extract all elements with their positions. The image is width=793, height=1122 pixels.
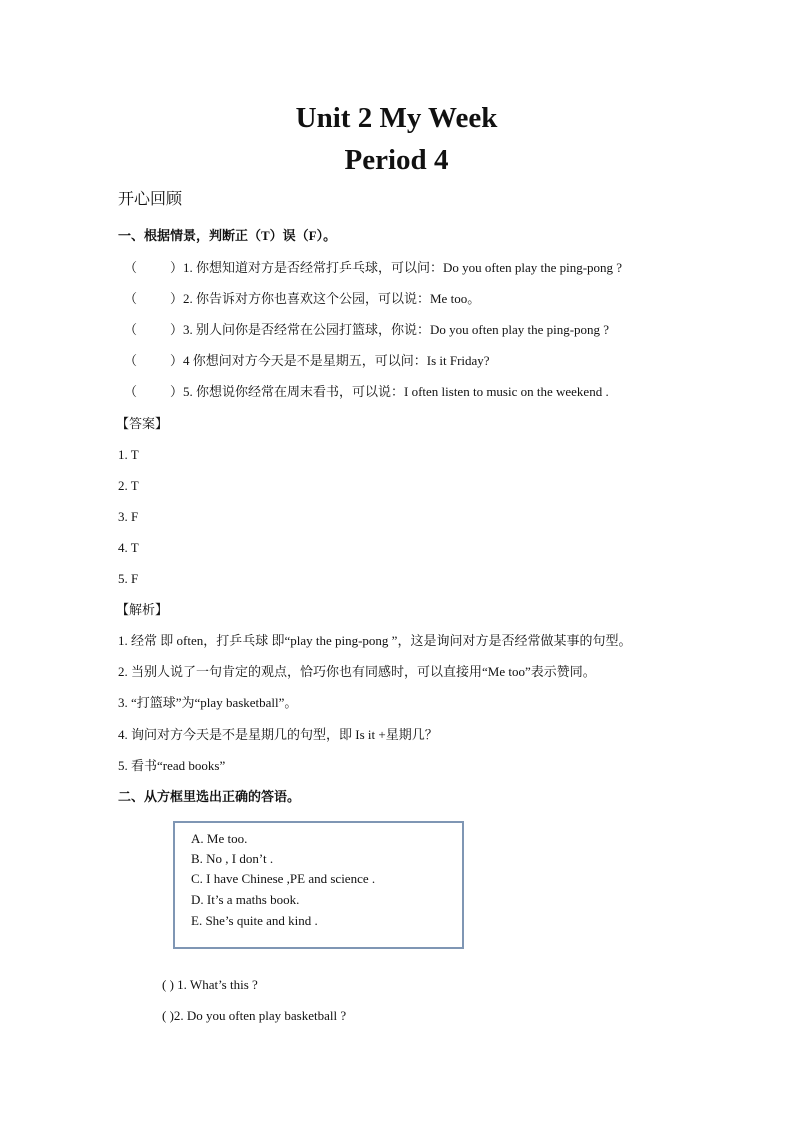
option-item: A. Me too.: [191, 831, 248, 846]
analysis-item: 4. 询问对方今天是不是星期几的句型，即 Is it +星期几？: [118, 727, 438, 742]
section2-title: 二、从方框里选出正确的答语。: [118, 789, 301, 804]
question-item: ( ) 1. What’s this ?: [162, 977, 258, 992]
option-item: C. I have Chinese ,PE and science .: [191, 871, 376, 886]
answer-item: 1. T: [118, 447, 139, 462]
question-text: ）4 你想问对方今天是不是星期五，可以问：Is it Friday?: [170, 353, 490, 368]
analysis-item: 2. 当别人说了一句肯定的观点，恰巧你也有同感时，可以直接用“Me too”表示赞同。: [118, 664, 596, 679]
question-text: ）1. 你想知道对方是否经常打乒乓球，可以问：Do you often play the ping-pong ?: [170, 260, 623, 275]
question-item: ( )2. Do you often play basketball ?: [162, 1008, 347, 1023]
question-item: [124, 383, 609, 401]
answer-item: 4. T: [118, 540, 139, 555]
analysis-label: 【解析】: [116, 602, 169, 617]
answer-paren: （: [124, 384, 138, 399]
title-unit: Unit 2 My Week: [295, 102, 498, 134]
question-text: ）2. 你告诉对方你也喜欢这个公园，可以说：Me too。: [170, 291, 481, 306]
analysis-item: 5. 看书“read books”: [118, 758, 226, 773]
option-item: B. No , I don’t .: [191, 851, 274, 866]
answer-paren: （: [124, 353, 138, 368]
answer-item: 5. F: [118, 571, 139, 586]
section1-title: 一、根据情景，判断正（T）误（F）。: [118, 228, 337, 243]
option-item: D. It’s a maths book.: [191, 892, 300, 907]
question-text: ）5. 你想说你经常在周末看书，可以说：I often listen to music on the weekend .: [170, 384, 609, 399]
heading: 开心回顾: [118, 189, 183, 208]
title-period: Period 4: [344, 144, 449, 176]
options-box: [173, 821, 464, 949]
analysis-item: 1. 经常 即 often，打乒乓球 即“play the ping-pong ”，这是询问对方是否经常做某事的句型。: [118, 633, 632, 648]
answer-label: 【答案】: [116, 416, 169, 431]
answer-paren: （: [124, 291, 138, 306]
answer-paren: （: [124, 322, 138, 337]
question-item: [124, 259, 622, 277]
answer-paren: （: [124, 260, 138, 275]
question-item: [124, 352, 490, 370]
option-item: E. She’s quite and kind .: [191, 913, 318, 928]
question-text: ）3. 别人问你是否经常在公园打篮球，你说：Do you often play the ping-pong ?: [170, 322, 610, 337]
analysis-item: 3. “打篮球”为“play basketball”。: [118, 695, 298, 710]
question-item: [124, 321, 609, 339]
question-item: [124, 290, 480, 308]
answer-item: 2. T: [118, 478, 139, 493]
answer-item: 3. F: [118, 509, 139, 524]
